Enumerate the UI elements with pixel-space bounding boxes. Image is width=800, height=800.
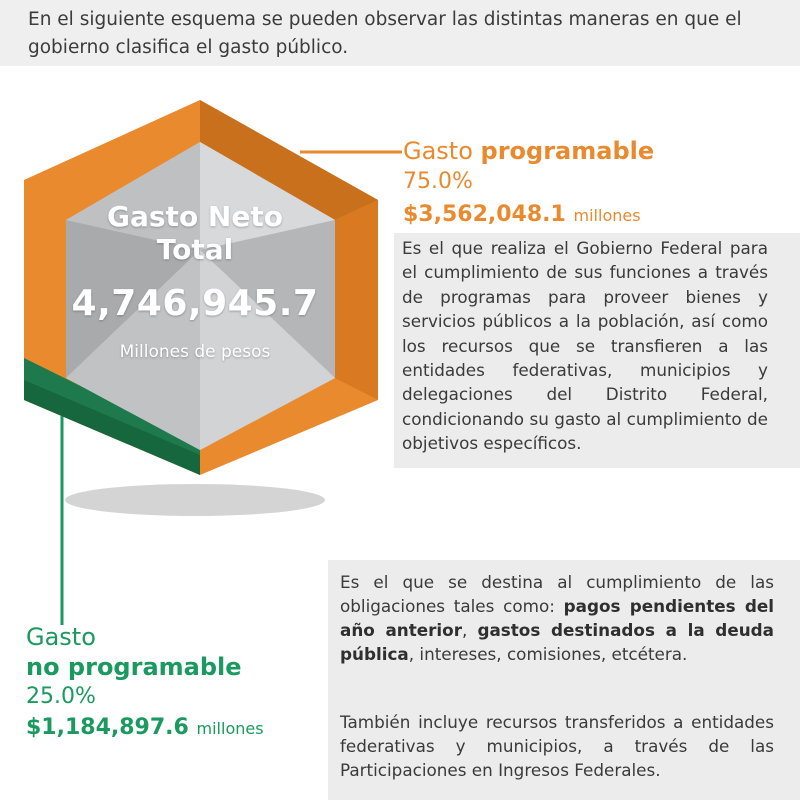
desc-p1-a: Es el que se destina al cumplimiento de las obligaciones tales como: [340, 572, 774, 616]
intro-text: En el siguiente esquema se pueden observar las distintas maneras en que el gobierno clasifica el gasto público. [28, 9, 742, 58]
programable-description-box [394, 233, 800, 468]
no-programable-amount-unit: millones [196, 719, 264, 738]
hexagon-title-line2: Total [156, 233, 234, 266]
no-programable-description-p1 [340, 570, 774, 666]
programable-amount-unit: millones [573, 206, 641, 225]
programable-percent: 75.0% [403, 169, 473, 194]
hexagon-unit: Millones de pesos [119, 342, 271, 362]
no-programable-description-box [328, 560, 800, 800]
hexagon-graphic [0, 80, 400, 540]
programable-description: Es el que realiza el Gobierno Federal para el cumplimiento de sus funciones a través de programas para proveer bienes y servicios públicos a la población, así como los recursos que se transfieren a las entidades federativas, municipios y delegaciones del Distrito Federal, condicionando su gasto al cumplimiento de objetivos específicos. [402, 238, 768, 454]
no-programable-label-line1: Gasto [26, 623, 96, 651]
desc-p1-bold-2: gastos destinados a la deuda pública [340, 620, 774, 664]
hexagon-title-line1: Gasto Neto [107, 200, 283, 233]
no-programable-description-p2: También incluye recursos transferidos a entidades federativas y municipios, a través de las Participaciones en Ingresos Federales. [340, 712, 774, 780]
programable-label-prefix: Gasto [403, 137, 481, 165]
programable-label-bold: programable [480, 137, 655, 165]
desc-p1-bold-1: pagos pendientes del año anterior [340, 596, 774, 640]
desc-p1-c: , [461, 620, 478, 640]
programable-amount [403, 200, 641, 231]
no-programable-amount [26, 713, 264, 744]
desc-p1-d: , intereses, comisiones, etcétera. [408, 644, 688, 664]
no-programable-amount-value: $1,184,897.6 [26, 715, 189, 740]
programable-amount-value: $3,562,048.1 [403, 202, 566, 227]
hexagon-total-value: 4,746,945.7 [71, 283, 319, 324]
no-programable-percent: 25.0% [26, 684, 96, 709]
no-programable-label-line2: no programable [26, 653, 242, 681]
programable-label [403, 136, 654, 166]
